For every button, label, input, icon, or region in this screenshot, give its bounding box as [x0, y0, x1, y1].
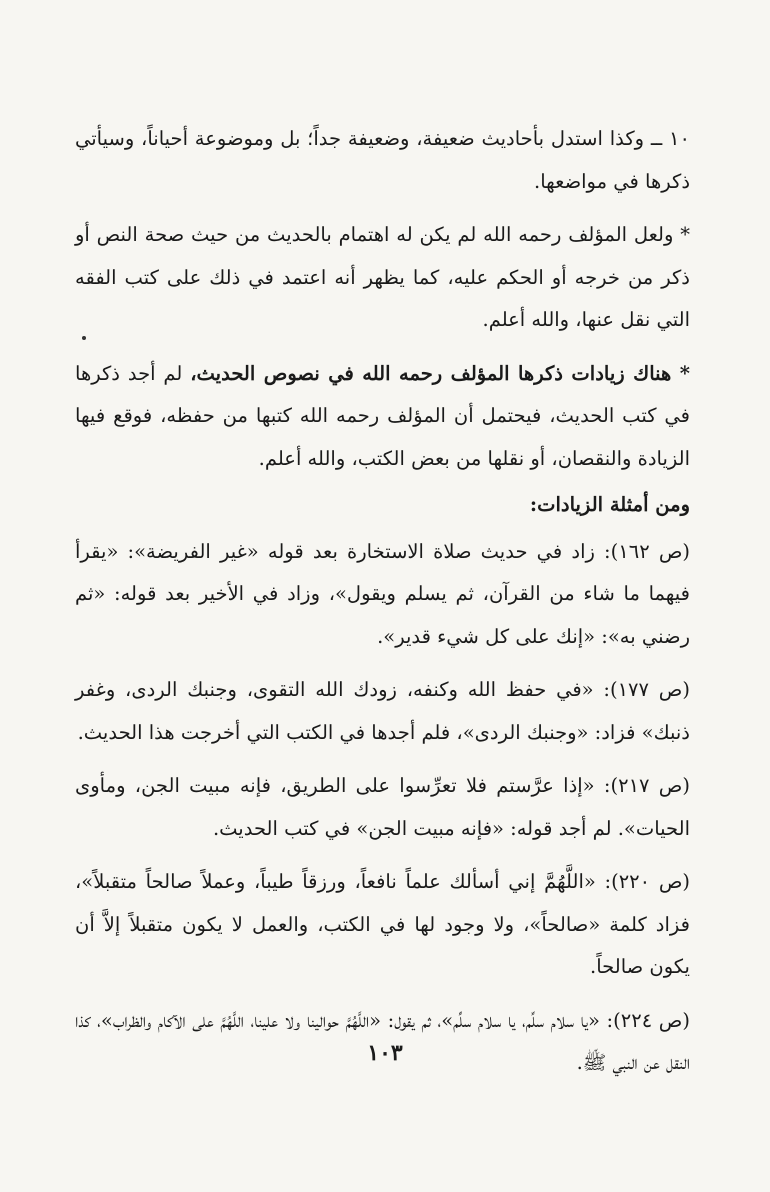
example-p224: (ص ٢٢٤): «يا سلام سلِّم، يا سلام سلِّم»، ثم يقول: «اللَّهُمَّ حوالينا ولا علينا، اللَّهُمَّ على الآكام والظراب»، كذا النقل عن النبي ﷺ.: [75, 1008, 690, 1074]
example-p217: (ص ٢١٧): «إذا عرَّستم فلا تعرِّسوا على الطريق، فإنه مبيت الجن، ومأوى الحيات». لم أجد قوله: «فإنه مبيت الجن» في كتب الحديث.: [75, 774, 690, 840]
section-heading: ومن أمثلة الزيادات:: [529, 493, 690, 516]
example-p177: (ص ١٧٧): «في حفظ الله وكنفه، زودك الله التقوى، وجنبك الردى، وغفر ذنبك» فزاد: «وجنبك الردى»، فلم أجدها في الكتب التي أخرجت هذا الحديث.: [75, 678, 690, 744]
page-number: ١٠٣: [367, 1040, 403, 1066]
body-text: [75, 118, 690, 1096]
paragraph-point-10: ١٠ ــ وكذا استدل بأحاديث ضعيفة، وضعيفة جداً؛ بل وموضوعة أحياناً، وسيأتي ذكرها في مواضعها.: [75, 127, 690, 193]
paragraph-author-note: * ولعل المؤلف رحمه الله لم يكن له اهتمام بالحديث من حيث صحة النص أو ذكر من خرجه أو الحكم عليه، كما يظهر أنه اعتمد في ذلك على كتب الفقه التي نقل عنها، والله أعلم.: [75, 223, 690, 331]
example-p162: (ص ١٦٢): زاد في حديث صلاة الاستخارة بعد قوله «غير الفريضة»: «يقرأ فيهما ما شاء من القرآن، ثم يسلم ويقول»، وزاد في الأخير بعد قوله: «ثم رضني به»: «إنك على كل شيء قدير».: [75, 539, 691, 648]
bold-lead: * هناك زيادات ذكرها المؤلف رحمه الله في نصوص الحديث،: [190, 361, 690, 385]
example-p220: (ص ٢٢٠): «اللَّهُمَّ إني أسألك علماً نافعاً، ورزقاً طيباً، وعملاً صالحاً متقبلاً»، فزاد كلمة «صالحاً»، ولا وجود لها في الكتب، والعمل لا يكون متقبلاً إلاَّ أن يكون صالحاً.: [75, 870, 690, 978]
paragraph-additions: * هناك زيادات ذكرها المؤلف رحمه الله في نصوص الحديث، لم أجد ذكرها في كتب الحديث، فيحتمل أن المؤلف رحمه الله كتبها من حفظه، فوقع فيها الزيادة والنقصان، أو نقلها من بعض الكتب، والله أعلم.: [75, 361, 690, 470]
